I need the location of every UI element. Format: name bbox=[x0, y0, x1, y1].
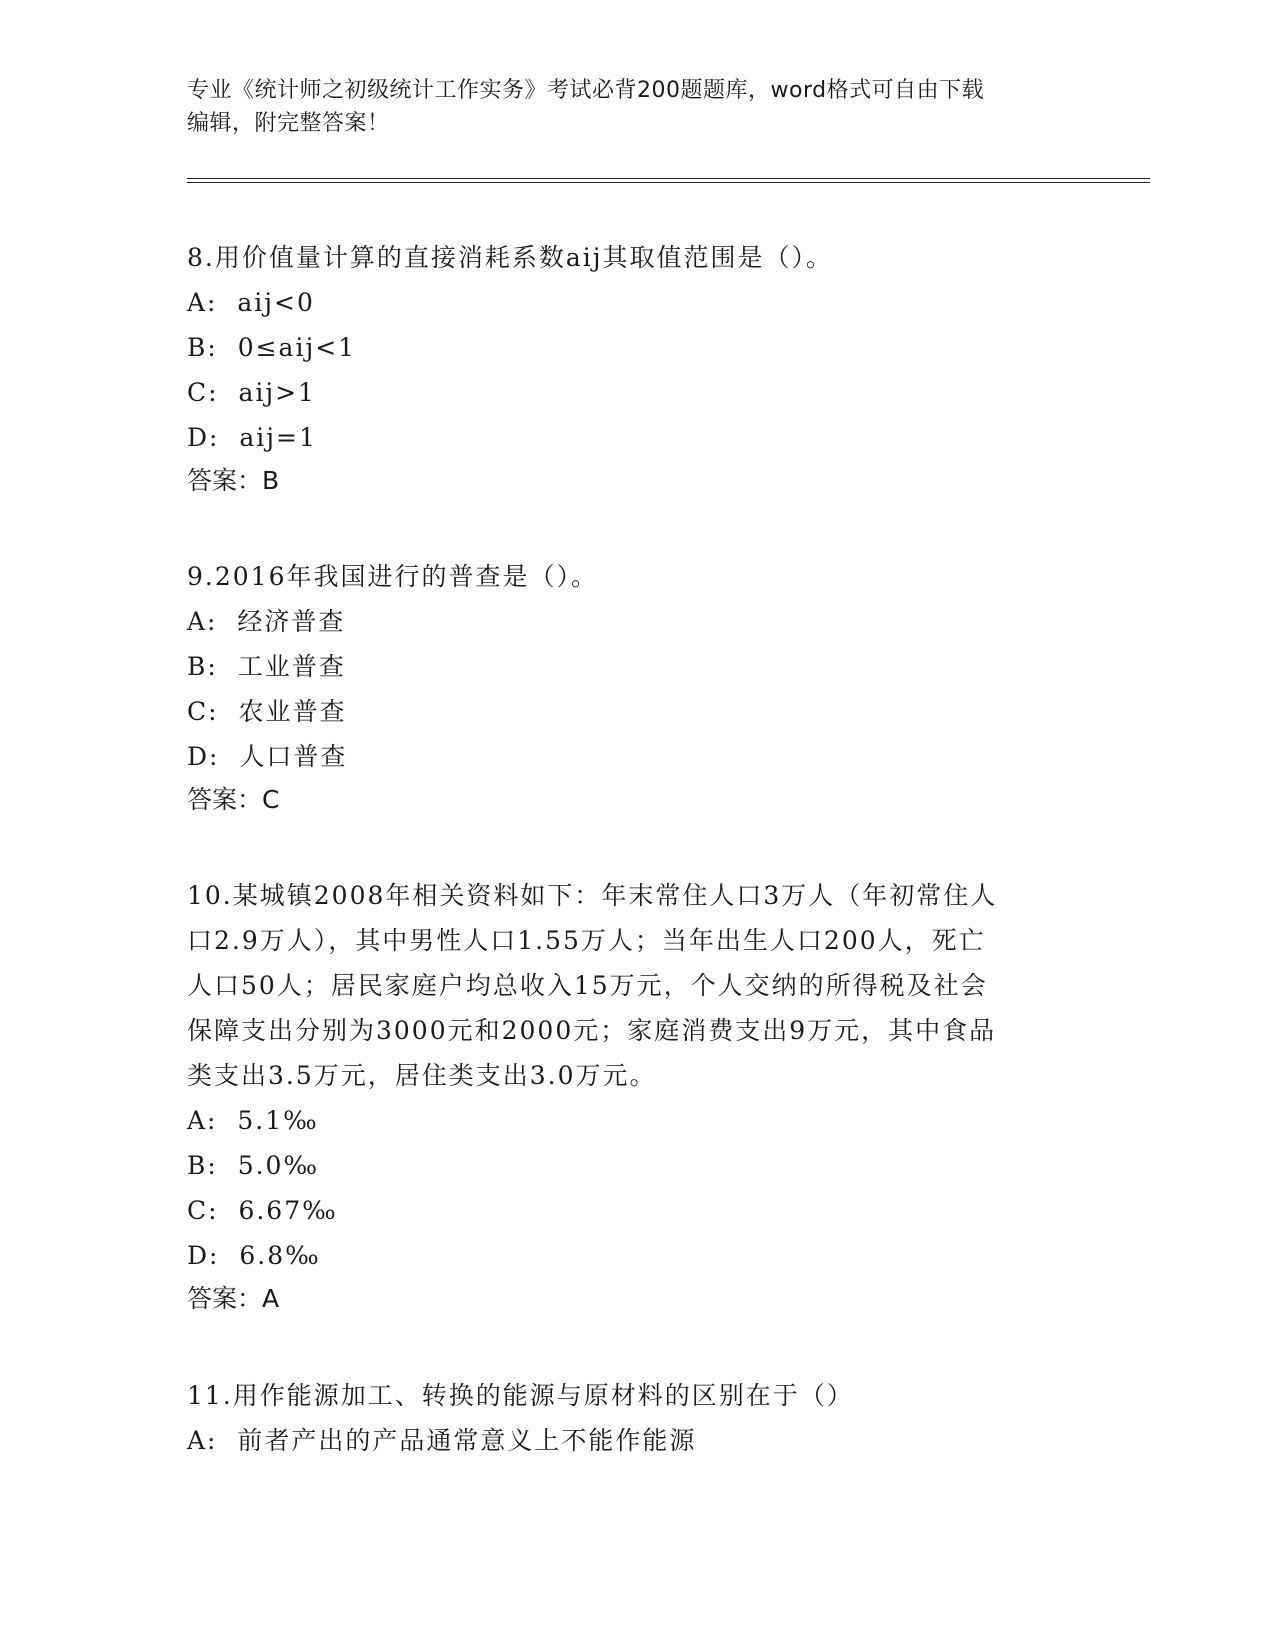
document-header bbox=[187, 74, 1087, 140]
option-c: C: 6.67‰ bbox=[187, 1196, 338, 1225]
option-c: C: aij>1 bbox=[187, 378, 316, 407]
option-a: A: 前者产出的产品通常意义上不能作能源 bbox=[187, 1426, 697, 1455]
answer: 答案：C bbox=[187, 785, 280, 814]
question-8 bbox=[187, 235, 1087, 502]
question-stem-line-2: 口2.9万人），其中男性人口1.55万人；当年出生人口200人，死亡 bbox=[187, 926, 986, 955]
question-stem: 8.用价值量计算的直接消耗系数aij其取值范围是（）。 bbox=[187, 243, 834, 272]
question-11 bbox=[187, 1373, 1087, 1463]
option-a: A: 5.1‰ bbox=[187, 1106, 319, 1135]
question-stem: 9.2016年我国进行的普查是（）。 bbox=[187, 562, 598, 591]
question-stem-line-4: 保障支出分别为3000元和2000元；家庭消费支出9万元，其中食品 bbox=[187, 1016, 997, 1045]
option-d: D: aij=1 bbox=[187, 423, 317, 452]
option-a: A: aij<0 bbox=[187, 288, 315, 317]
option-b: B: 5.0‰ bbox=[187, 1151, 319, 1180]
answer: 答案：B bbox=[187, 466, 280, 495]
header-title-line-2: 编辑，附完整答案！ bbox=[187, 111, 390, 136]
option-a: A: 经济普查 bbox=[187, 607, 346, 636]
option-b: B: 0≤aij<1 bbox=[187, 333, 357, 362]
question-stem-line-5: 类支出3.5万元，居住类支出3.0万元。 bbox=[187, 1061, 657, 1090]
question-stem-line-3: 人口50人；居民家庭户均总收入15万元，个人交纳的所得税及社会 bbox=[187, 971, 988, 1000]
question-stem-line-1: 10.某城镇2008年相关资料如下：年末常住人口3万人（年初常住人 bbox=[187, 881, 998, 910]
question-10 bbox=[187, 873, 1087, 1320]
question-stem: 11.用作能源加工、转换的能源与原材料的区别在于（） bbox=[187, 1381, 854, 1410]
header-divider-top bbox=[187, 178, 1150, 179]
answer: 答案：A bbox=[187, 1284, 280, 1313]
option-d: D: 人口普查 bbox=[187, 742, 348, 771]
option-d: D: 6.8‰ bbox=[187, 1241, 321, 1270]
header-title-line-1: 专业《统计师之初级统计工作实务》考试必背200题题库，word格式可自由下载 bbox=[187, 78, 985, 103]
question-9 bbox=[187, 554, 1087, 821]
option-c: C: 农业普查 bbox=[187, 697, 347, 726]
header-divider-bottom bbox=[187, 182, 1150, 183]
option-b: B: 工业普查 bbox=[187, 652, 346, 681]
